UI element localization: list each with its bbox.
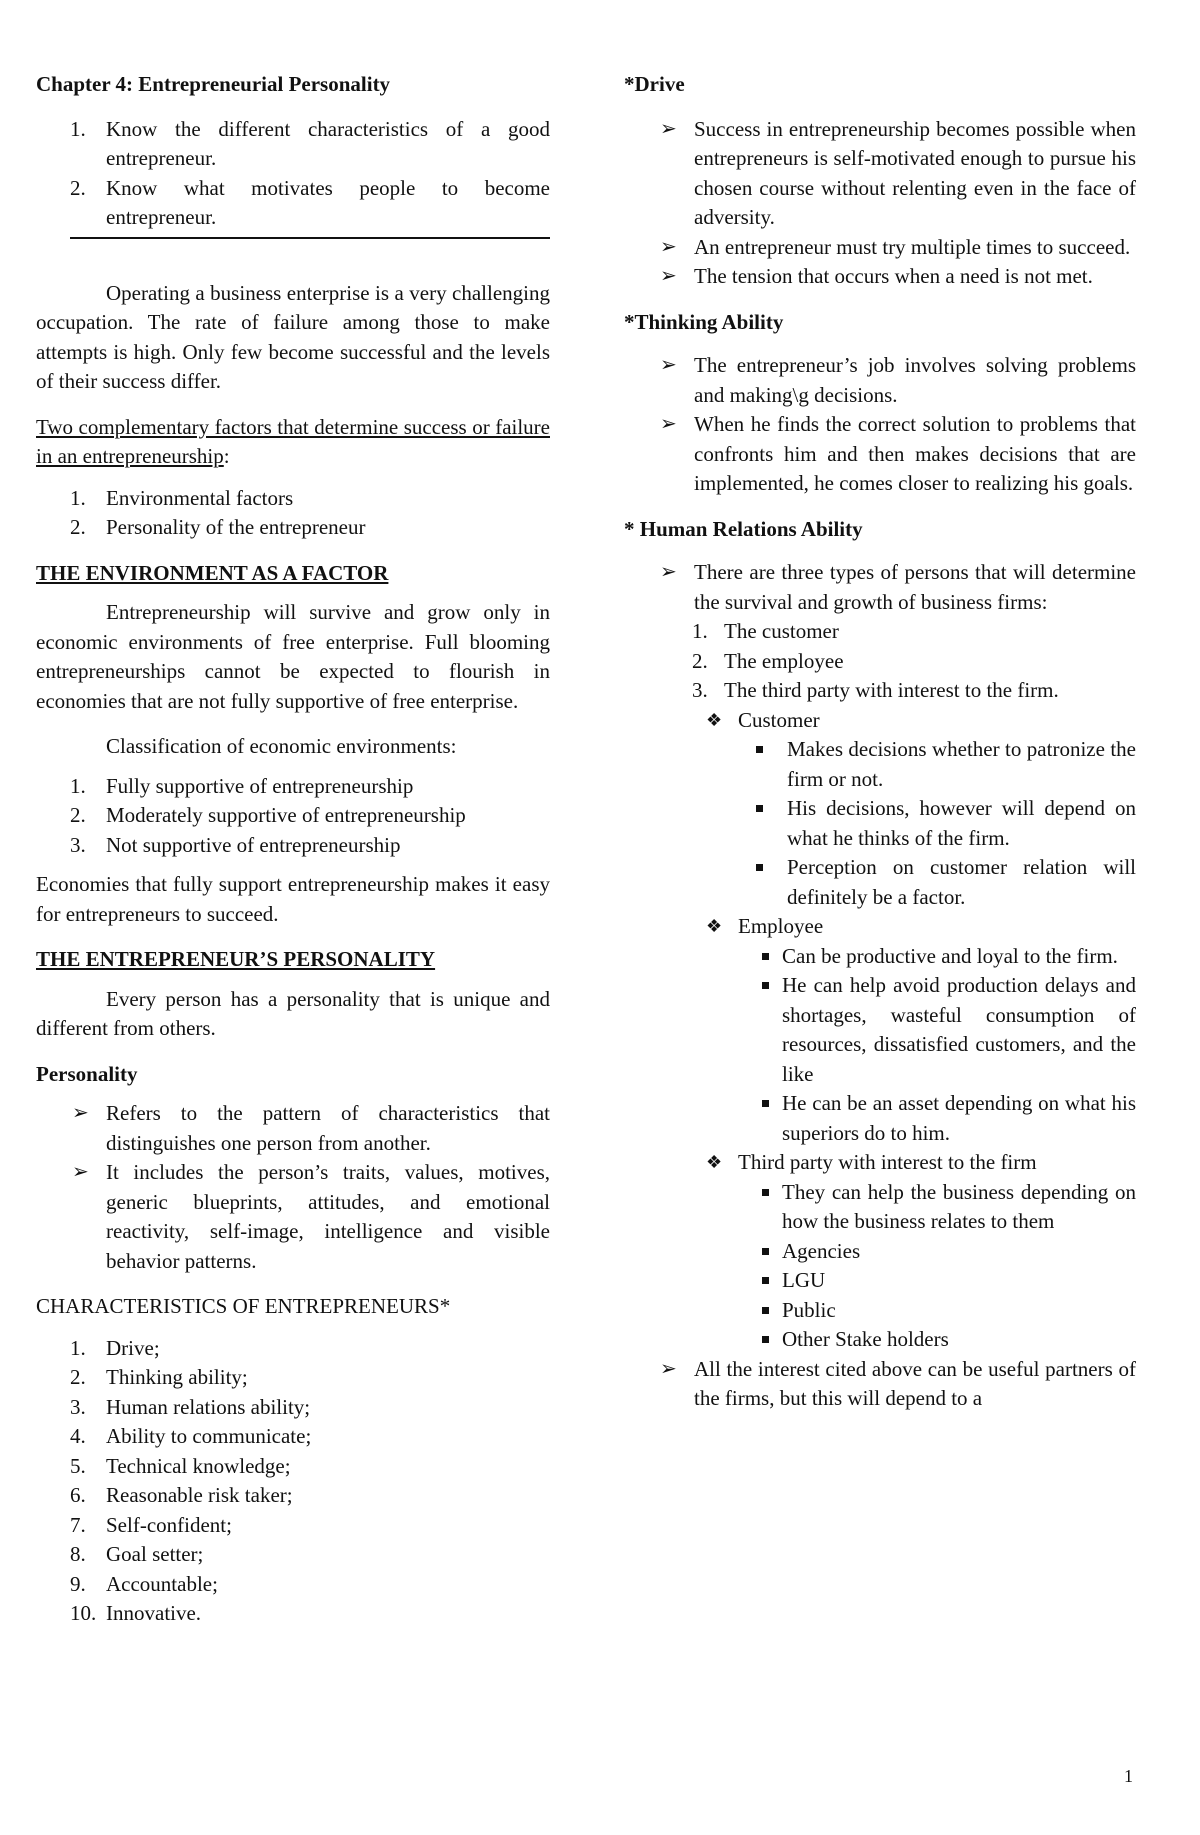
persons-list [674,617,1136,706]
characteristic-item: 2. Thinking ability; [70,1365,248,1389]
drive-point: ➢ The tension that occurs when a need is not met. [624,262,1136,292]
drive-points [624,115,1136,292]
arrow-bullet-icon: ➢ [72,1161,89,1183]
square-bullet-icon [762,982,769,989]
third-party-point: Public [738,1296,1136,1326]
square-bullet-icon [762,953,769,960]
person-item: 3. The third party with interest to the firm. [692,678,1059,702]
square-bullet-icon [762,1336,769,1343]
classification-item: 1. Fully supportive of entrepreneurship [70,773,414,798]
classification-item: 3. Not supportive of entrepreneurship [70,832,401,857]
employee-group: ❖ Employee Can be productive and loyal to the firm. He can help avoid production delays and shortages, wasteful consumption of resources, dissatisfied customers, and the like He can be an asset depending on what his superiors do to him. [624,912,1136,1148]
personality-paragraph: Every person has a personality that is unique and different from others. [36,986,550,1040]
closing-point: ➢ All the interest cited above can be useful partners of the firms, but this will depend to a [660,1356,1136,1410]
human-relations-points [624,558,1136,617]
customer-points [738,735,1136,912]
environment-heading: THE ENVIRONMENT AS A FACTOR [36,560,389,585]
diamond-bullet-icon: ❖ [706,709,723,730]
arrow-bullet-icon: ➢ [660,1357,677,1380]
characteristics-heading: CHARACTERISTICS OF ENTREPRENEURS* [36,1294,451,1318]
classification-list [36,772,550,861]
personality-point: ➢ It includes the person’s traits, values, motives, generic blueprints, attitudes, and emotional reactivity, self-image, intelligence and visible behavior patterns. [72,1160,550,1273]
arrow-bullet-icon: ➢ [660,117,677,140]
arrow-bullet-icon: ➢ [660,235,677,258]
thinking-heading: *Thinking Ability [624,309,784,334]
closing-points [624,1355,1136,1414]
square-bullet-icon [756,864,763,871]
characteristic-item: 1. Drive; [70,1335,160,1360]
third-party-points [738,1178,1136,1355]
arrow-bullet-icon: ➢ [660,265,677,287]
characteristic-item: 10. Innovative. [70,1601,202,1625]
personality-point: ➢ Refers to the pattern of characteristics that distinguishes one person from another. [72,1101,550,1155]
customer-point: Perception on customer relation will definitely be a factor. [737,853,1136,912]
characteristic-item: 9. Accountable; [70,1571,218,1596]
characteristic-item: 6. Reasonable risk taker; [70,1483,293,1507]
arrow-bullet-icon: ➢ [660,354,677,376]
left-column [36,70,550,1645]
square-bullet-icon [762,1248,769,1255]
personality-points [36,1099,550,1276]
persons-block [624,617,1136,706]
person-item: 2. The employee [692,648,844,673]
objective-item: 2. Know what motivates people to become entrepreneur. [70,175,550,229]
chapter-title: Chapter 4: Entrepreneurial Personality [36,72,391,96]
thinking-point: ➢ When he finds the correct solution to problems that confronts him and then makes decisions that are implemented, he comes closer to realizing his goals. [660,412,1136,495]
environment-paragraph: Entrepreneurship will survive and grow only in economic environments of free enterprise. Full blooming entrepreneurships cannot be expected to flourish in economies that are not fully supportive of free enterprise. [36,600,550,713]
characteristic-item: 4. Ability to communicate; [70,1424,312,1448]
square-bullet-icon [762,1100,769,1107]
person-item: 1. The customer [692,619,839,643]
characteristic-item: 5. Technical knowledge; [70,1453,291,1478]
third-party-point: They can help the business depending on how the business relates to them [738,1178,1136,1237]
objectives-list [36,115,550,233]
page-number: 1 [1124,1766,1133,1786]
square-bullet-icon [762,1189,769,1196]
drive-point: ➢ Success in entrepreneurship becomes possible when entrepreneurs is self-motivated enough to pursue his chosen course without relenting even in the face of adversity. [660,116,1136,229]
person-details [624,706,1136,1355]
square-bullet-icon [756,805,763,812]
third-party-point: Other Stake holders [738,1325,1136,1355]
drive-heading: *Drive [624,72,685,96]
arrow-bullet-icon: ➢ [660,561,677,583]
personality-section-heading: THE ENTREPRENEUR’S PERSONALITY [36,947,436,971]
factor-item: 2. Personality of the entrepreneur [70,515,366,539]
employee-point: Can be productive and loyal to the firm. [738,942,1136,972]
third-party-point: Agencies [738,1237,1136,1267]
characteristic-item: 8. Goal setter; [70,1542,204,1566]
employee-point: He can help avoid production delays and shortages, wasteful consumption of resources, dissatisfied customers, and the like [738,971,1136,1089]
customer-point: His decisions, however will depend on what he thinks of the firm. [737,794,1136,853]
arrow-bullet-icon: ➢ [660,413,677,435]
customer-point: Makes decisions whether to patronize the firm or not. [737,735,1136,794]
third-party-point: LGU [738,1266,1136,1296]
economies-paragraph: Economies that fully support entrepreneurship makes it easy for entrepreneurs to succeed. [36,872,550,926]
thinking-point: ➢ The entrepreneur’s job involves solving problems and making\g decisions. [660,353,1136,407]
characteristic-item: 3. Human relations ability; [70,1394,311,1419]
employee-points [738,942,1136,1149]
intro-paragraph: Operating a business enterprise is a very challenging occupation. The rate of failure among those to make attempts is high. Only few become successful and the levels of their success differ. [36,280,550,393]
human-relations-heading: * Human Relations Ability [624,516,863,541]
classification-item: 2. Moderately supportive of entrepreneurship [70,803,466,827]
section-divider [70,237,550,239]
diamond-bullet-icon: ❖ [706,1152,723,1172]
square-bullet-icon [762,1277,769,1284]
thinking-points [624,351,1136,499]
square-bullet-icon [756,746,763,753]
right-column [624,70,1136,1414]
diamond-bullet-icon: ❖ [706,916,723,936]
characteristic-item: 7. Self-confident; [70,1512,232,1537]
factor-item: 1. Environmental factors [70,485,294,510]
square-bullet-icon [762,1307,769,1314]
third-party-group: ❖ Third party with interest to the firm They can help the business depending on how the business relates to them Agencies LGU Public Other Stake holders [624,1148,1136,1355]
characteristics-list [36,1334,550,1629]
objective-item: 1. Know the different characteristics of a good entrepreneur. [70,116,550,170]
factors-heading: Two complementary factors that determine success or failure in an entrepreneurship: [36,414,550,468]
customer-group: ❖ Customer Makes decisions whether to patronize the firm or not. His decisions, however will depend on what he thinks of the firm. Perception on customer relation will definitely be a factor. [624,706,1136,913]
human-relations-point: ➢ There are three types of persons that will determine the survival and growth of business firms: [660,560,1136,614]
personality-label: Personality [36,1061,138,1086]
classification-label: Classification of economic environments: [106,734,457,758]
drive-point: ➢ An entrepreneur must try multiple times to succeed. [624,233,1136,263]
arrow-bullet-icon: ➢ [72,1102,89,1124]
factors-list [36,484,550,543]
employee-point: He can be an asset depending on what his superiors do to him. [738,1089,1136,1148]
